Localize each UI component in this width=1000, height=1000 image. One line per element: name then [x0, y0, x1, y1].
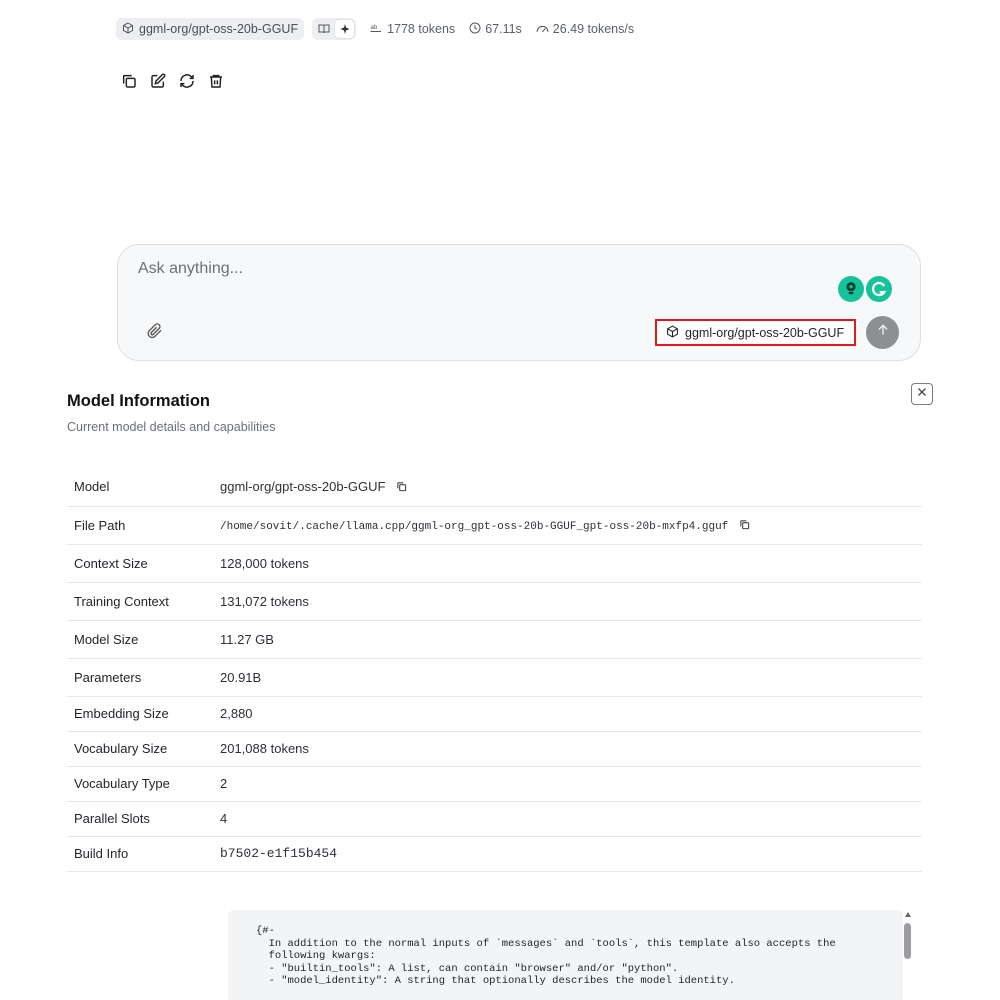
send-button[interactable]	[866, 316, 899, 349]
svg-text:ab: ab	[370, 25, 378, 31]
selected-model-label: ggml-org/gpt-oss-20b-GGUF	[685, 325, 845, 340]
table-row-parallel-slots	[67, 801, 922, 836]
model-info-table	[67, 468, 922, 872]
token-count: 1778 tokens	[387, 22, 456, 36]
copy-icon[interactable]	[739, 518, 750, 533]
grammarly-icon[interactable]	[866, 276, 892, 302]
token-count-stat	[370, 22, 455, 36]
scroll-up-icon[interactable]	[904, 912, 912, 918]
speed-stat	[536, 22, 634, 37]
table-row-build-info	[67, 836, 922, 871]
copy-icon[interactable]	[119, 71, 138, 90]
row-label: Training Context	[74, 593, 169, 609]
row-label: File Path	[74, 517, 126, 533]
row-value: 128,000 tokens	[220, 555, 309, 571]
row-label: Context Size	[74, 555, 148, 571]
book-icon[interactable]	[314, 20, 333, 38]
table-row-vocabulary-type	[67, 766, 922, 801]
model-cube-icon	[666, 325, 679, 341]
model-name-value: ggml-org/gpt-oss-20b-GGUF	[220, 478, 386, 494]
chat-template-text: {#- In addition to the normal inputs of `messages` and `tools`, this template also accepts the following kwargs: - "builtin_tools": A list, can contain "browser" and/or "python". - "model_identity": A string that optionally describes the model identity.	[256, 925, 836, 987]
model-selector-button[interactable]	[655, 319, 856, 346]
dialog-title: Model Information	[67, 392, 210, 410]
gauge-icon	[536, 22, 549, 37]
lightbulb-icon[interactable]	[838, 276, 864, 302]
row-label: Parameters	[74, 669, 142, 685]
row-value: 20.91B	[220, 669, 262, 685]
table-row-file-path	[67, 506, 922, 544]
row-label: Vocabulary Type	[74, 776, 170, 791]
row-value: 131,072 tokens	[220, 593, 309, 609]
row-label: Parallel Slots	[74, 811, 150, 826]
duration-stat	[469, 22, 522, 37]
row-value: 4	[220, 811, 228, 826]
file-path-value: /home/sovit/.cache/llama.cpp/ggml-org_gpt-oss-20b-GGUF_gpt-oss-20b-mxfp4.gguf	[220, 520, 729, 533]
table-row-model	[67, 468, 922, 506]
message-model-chip	[116, 18, 304, 40]
tokens-icon	[370, 22, 383, 36]
duration: 67.11s	[485, 22, 522, 36]
edit-icon[interactable]	[148, 71, 167, 90]
regenerate-icon[interactable]	[177, 71, 196, 90]
close-icon[interactable]	[916, 385, 928, 403]
table-row-context-size	[67, 544, 922, 582]
close-button[interactable]	[911, 383, 933, 405]
message-stats-row	[116, 17, 634, 41]
row-value: 2,880	[220, 706, 253, 721]
sparkle-icon[interactable]	[335, 20, 354, 38]
table-row-model-size	[67, 620, 922, 658]
row-value: 2	[220, 776, 228, 791]
row-value: 11.27 GB	[220, 631, 274, 647]
template-scrollbar[interactable]	[904, 912, 912, 1000]
row-label: Model Size	[74, 631, 139, 647]
row-label: Vocabulary Size	[74, 741, 168, 756]
build-info-value: b7502-e1f15b454	[220, 846, 338, 861]
chat-input[interactable]	[138, 260, 638, 278]
copy-icon[interactable]	[396, 480, 407, 495]
trash-icon[interactable]	[206, 71, 225, 90]
attach-button[interactable]	[140, 318, 170, 348]
grammarly-widget[interactable]	[838, 276, 892, 302]
clock-icon	[469, 22, 481, 37]
row-label: Embedding Size	[74, 706, 169, 721]
speed: 26.49 tokens/s	[552, 22, 635, 36]
table-row-training-context	[67, 582, 922, 620]
table-row-vocabulary-size	[67, 731, 922, 766]
chat-template-code-block[interactable]	[228, 910, 903, 1000]
arrow-up-icon	[876, 323, 890, 342]
model-cube-icon	[122, 22, 134, 37]
scroll-thumb[interactable]	[904, 923, 911, 959]
view-mode-toggle[interactable]	[312, 18, 356, 40]
table-row-parameters	[67, 658, 922, 696]
message-actions	[119, 71, 225, 90]
row-value: 201,088 tokens	[220, 741, 309, 756]
table-row-embedding-size	[67, 696, 922, 731]
row-label: Build Info	[74, 846, 129, 861]
row-label: Model	[74, 479, 110, 495]
dialog-subtitle: Current model details and capabilities	[67, 420, 276, 434]
message-model-name: ggml-org/gpt-oss-20b-GGUF	[139, 22, 299, 36]
paperclip-icon[interactable]	[147, 323, 163, 344]
